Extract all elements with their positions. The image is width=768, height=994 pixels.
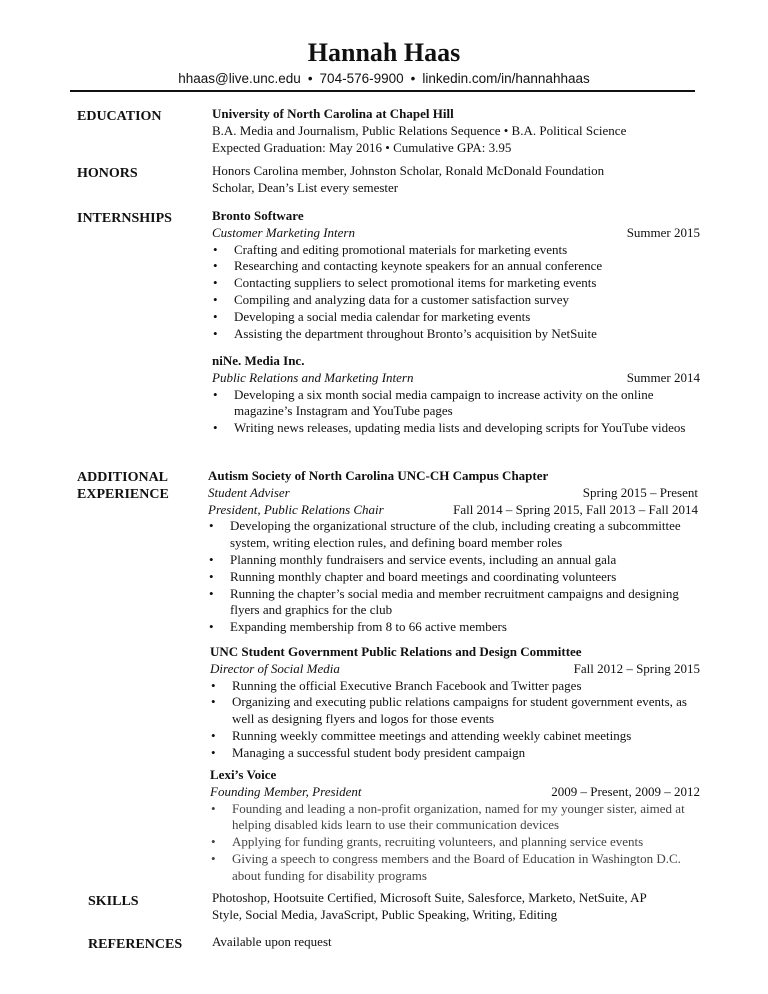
honors-section: [212, 163, 702, 197]
list-item: • Compiling and analyzing data for a customer satisfaction survey: [212, 292, 700, 309]
bullet-list: [210, 678, 700, 762]
list-item: • Developing a six month social media campaign to increase activity on the online magazine’s Instagram and YouTube pages: [212, 387, 700, 421]
list-item: • Giving a speech to congress members and the Board of Education in Washington D.C. about funding for disability programs: [210, 851, 700, 885]
list-item: • Organizing and executing public relations campaigns for student government events, as well as designing flyers and logos for those events: [210, 694, 700, 728]
email-link[interactable]: hhaas@live.unc.edu: [178, 71, 301, 86]
list-item: • Running the chapter’s social media and member recruitment campaigns and designing flyers and graphics for the club: [208, 586, 698, 620]
bullet-list: [208, 518, 698, 636]
section-label-honors: HONORS: [77, 166, 138, 181]
list-item: • Crafting and editing promotional materials for marketing events: [212, 242, 700, 259]
section-label-skills: SKILLS: [88, 894, 139, 909]
contact-line: [0, 70, 768, 87]
references-text: Available upon request: [212, 934, 332, 949]
experience-entry: [208, 468, 698, 636]
bullet-list: [210, 801, 700, 885]
list-item: • Expanding membership from 8 to 66 active members: [208, 619, 698, 636]
internship-entry: [212, 353, 700, 437]
separator: •: [410, 71, 416, 86]
label-line: ADDITIONAL: [77, 470, 169, 485]
bullet-list: [212, 242, 700, 343]
list-item: • Writing news releases, updating media lists and developing scripts for YouTube videos: [212, 420, 700, 437]
org-name: Lexi’s Voice: [210, 767, 277, 782]
section-label-education: EDUCATION: [77, 109, 162, 124]
section-label-references: REFERENCES: [88, 937, 183, 952]
resume-name: Hannah Haas: [307, 38, 461, 67]
list-item: • Founding and leading a non-profit organization, named for my younger sister, aimed at helping disabled kids learn to use their communication devices: [210, 801, 700, 835]
job-date: Fall 2014 – Spring 2015, Fall 2013 – Fall 2014: [453, 501, 698, 517]
list-item: • Assisting the department throughout Bronto’s acquisition by NetSuite: [212, 326, 700, 343]
job-date: Spring 2015 – Present: [582, 484, 698, 500]
list-item: • Applying for funding grants, recruiting volunteers, and planning service events: [210, 834, 700, 851]
list-item: • Running monthly chapter and board meetings and coordinating volunteers: [208, 569, 698, 586]
list-item: • Developing the organizational structure of the club, including creating a subcommittee system, writing election rules, and defining board member roles: [208, 518, 698, 552]
internship-entry: [212, 208, 700, 342]
honors-line: Honors Carolina member, Johnston Scholar, Ronald McDonald Foundation: [212, 163, 605, 178]
job-date: Summer 2014: [626, 369, 700, 385]
experience-entry: [210, 767, 700, 885]
job-date: 2009 – Present, 2009 – 2012: [551, 783, 700, 799]
skills-line: Photoshop, Hootsuite Certified, Microsoft Suite, Salesforce, Marketo, NetSuite, AP: [212, 890, 647, 905]
job-date: Fall 2012 – Spring 2015: [573, 660, 700, 676]
school-name: University of North Carolina at Chapel Hill: [212, 106, 454, 121]
job-title: Director of Social Media: [210, 660, 340, 676]
org-name: niNe. Media Inc.: [212, 353, 305, 368]
graduation-line: Expected Graduation: May 2016 • Cumulative GPA: 3.95: [212, 139, 512, 155]
list-item: • Planning monthly fundraisers and service events, including an annual gala: [208, 552, 698, 569]
experience-entry: [210, 644, 700, 762]
job-title: Customer Marketing Intern: [212, 224, 355, 240]
header-divider: [70, 90, 695, 92]
org-name: Bronto Software: [212, 208, 304, 223]
phone-number: 704-576-9900: [319, 71, 404, 86]
bullet-list: [212, 387, 700, 437]
linkedin-link[interactable]: linkedin.com/in/hannahhaas: [422, 71, 590, 86]
job-title: Student Adviser: [208, 484, 290, 500]
list-item: • Researching and contacting keynote speakers for an annual conference: [212, 258, 700, 275]
section-label-internships: INTERNSHIPS: [77, 211, 172, 226]
section-label-additional-experience: [77, 469, 169, 503]
org-name: UNC Student Government Public Relations and Design Committee: [210, 644, 582, 659]
skills-line: Style, Social Media, JavaScript, Public Speaking, Writing, Editing: [212, 906, 558, 922]
list-item: • Running the official Executive Branch Facebook and Twitter pages: [210, 678, 700, 695]
degree-line: B.A. Media and Journalism, Public Relations Sequence • B.A. Political Science: [212, 122, 627, 138]
list-item: • Contacting suppliers to select promotional items for marketing events: [212, 275, 700, 292]
list-item: • Developing a social media calendar for marketing events: [212, 309, 700, 326]
separator: •: [307, 71, 313, 86]
education-section: [212, 106, 702, 156]
list-item: • Managing a successful student body president campaign: [210, 745, 700, 762]
job-title: Public Relations and Marketing Intern: [212, 369, 414, 385]
label-line: EXPERIENCE: [77, 487, 169, 502]
list-item: • Running weekly committee meetings and attending weekly cabinet meetings: [210, 728, 700, 745]
job-date: Summer 2015: [626, 224, 700, 240]
honors-line: Scholar, Dean’s List every semester: [212, 179, 399, 195]
job-title: President, Public Relations Chair: [208, 501, 384, 517]
skills-section: [212, 890, 702, 924]
job-title: Founding Member, President: [210, 783, 362, 799]
org-name: Autism Society of North Carolina UNC-CH Campus Chapter: [208, 468, 549, 483]
